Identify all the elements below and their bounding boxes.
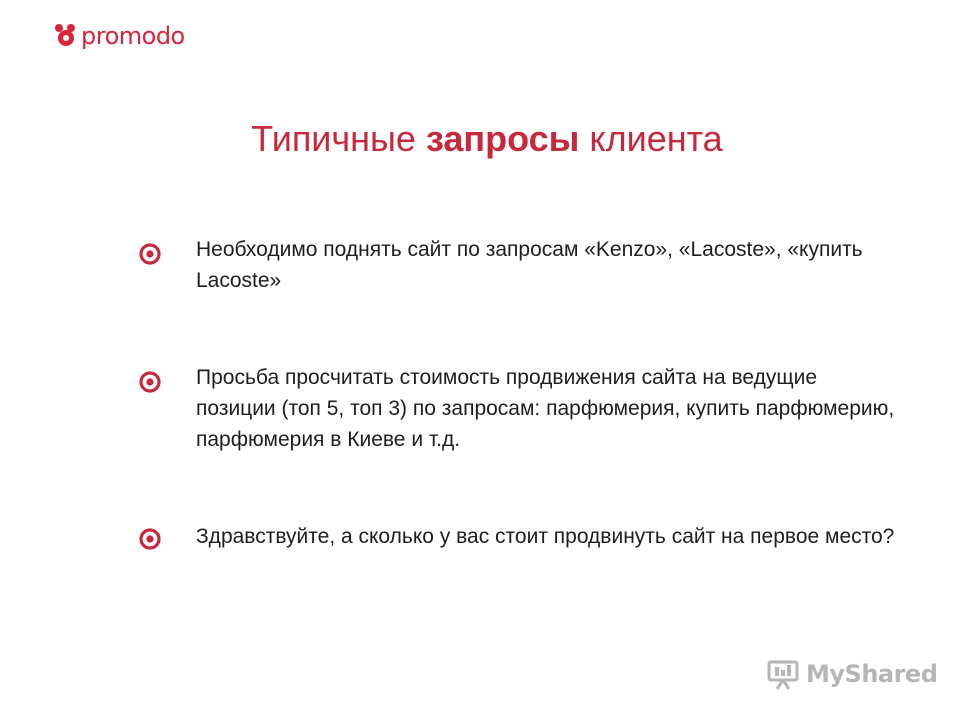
target-bullet-icon <box>138 242 162 266</box>
list-item-text: Необходимо поднять сайт по запросам «Kenzo», «Lacoste», «купить Lacoste» <box>196 238 863 292</box>
promodo-logo <box>52 20 185 52</box>
myshared-watermark <box>766 656 937 692</box>
watermark-text: MyShared <box>806 660 938 688</box>
target-bullet-icon <box>138 370 162 394</box>
title-part-3: клиента <box>579 118 723 159</box>
slide-title <box>0 118 960 160</box>
promodo-mark-icon <box>52 22 80 50</box>
presentation-board-icon <box>766 657 800 691</box>
list-item-text: Здравствуйте, а сколько у вас стоит продвинуть сайт на первое место? <box>196 525 895 548</box>
title-part-bold: запросы <box>425 118 580 159</box>
target-bullet-icon <box>138 527 162 551</box>
list-item-text: Просьба просчитать стоимость продвижения сайта на ведущие позиции (топ 5, топ 3) по запросам: парфюмерия, купить парфюмерию, парфюмерия в Киеве и т.д. <box>196 366 895 451</box>
logo-text: promodo <box>81 22 185 50</box>
title-part-1: Типичные <box>251 118 426 159</box>
